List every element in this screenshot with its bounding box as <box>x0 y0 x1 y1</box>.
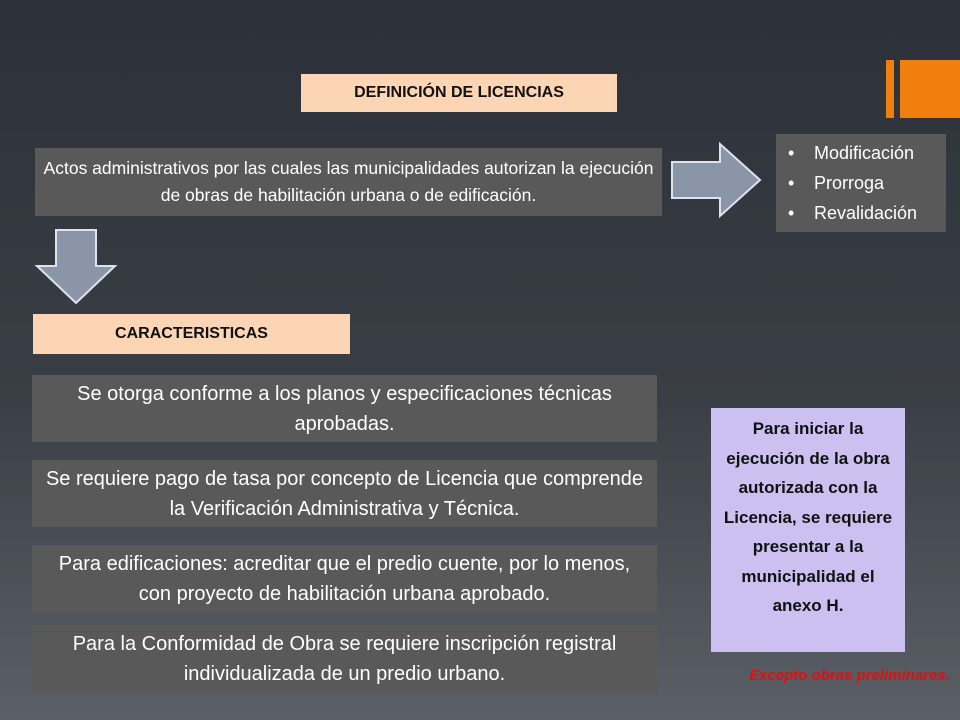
license-options-list <box>776 134 946 232</box>
exception-note: Excepto obras preliminares. <box>749 667 950 684</box>
characteristic-item <box>32 545 657 612</box>
characteristic-text: Se requiere pago de tasa por concepto de Licencia que comprende la Verificación Administrativa y Técnica. <box>45 467 644 520</box>
characteristic-text: Para la Conformidad de Obra se requiere inscripción registral individualizada de un predio urbano. <box>72 632 617 685</box>
characteristics-title-text: CARACTERISTICAS <box>115 325 268 342</box>
characteristic-text: Para edificaciones: acreditar que el predio cuente, por lo menos, con proyecto de habilitación urbana aprobado. <box>58 552 631 605</box>
characteristic-text: Se otorga conforme a los planos y especificaciones técnicas aprobadas. <box>77 382 612 435</box>
side-note-box <box>711 408 905 652</box>
right-arrow-icon <box>670 140 770 220</box>
definition-text: Actos administrativos por las cuales las municipalidades autorizan la ejecución de obras de habilitación urbana o de edificación. <box>43 158 654 205</box>
slide-title <box>301 74 617 112</box>
option-label: Revalidación <box>814 203 918 223</box>
down-arrow-icon <box>34 228 118 306</box>
list-item <box>776 198 946 228</box>
option-label: Modificación <box>814 143 915 163</box>
option-label: Prorroga <box>814 173 885 193</box>
bullet-icon: • <box>788 203 795 223</box>
characteristic-item <box>32 375 657 442</box>
accent-bar-wide <box>900 60 960 118</box>
list-item <box>776 168 946 198</box>
characteristic-item <box>32 460 657 527</box>
slide-title-text: DEFINICIÓN DE LICENCIAS <box>354 84 564 101</box>
bullet-icon: • <box>788 143 795 163</box>
definition-box <box>35 148 662 216</box>
bullet-icon: • <box>788 173 795 193</box>
characteristics-title <box>33 314 350 354</box>
side-note-text: Para iniciar la ejecución de la obra autorizada con la Licencia, se requiere presentar a la municipalidad el anexo H. <box>723 419 893 615</box>
list-item <box>776 138 946 168</box>
accent-bar-thin <box>886 60 894 118</box>
characteristic-item <box>32 625 657 692</box>
